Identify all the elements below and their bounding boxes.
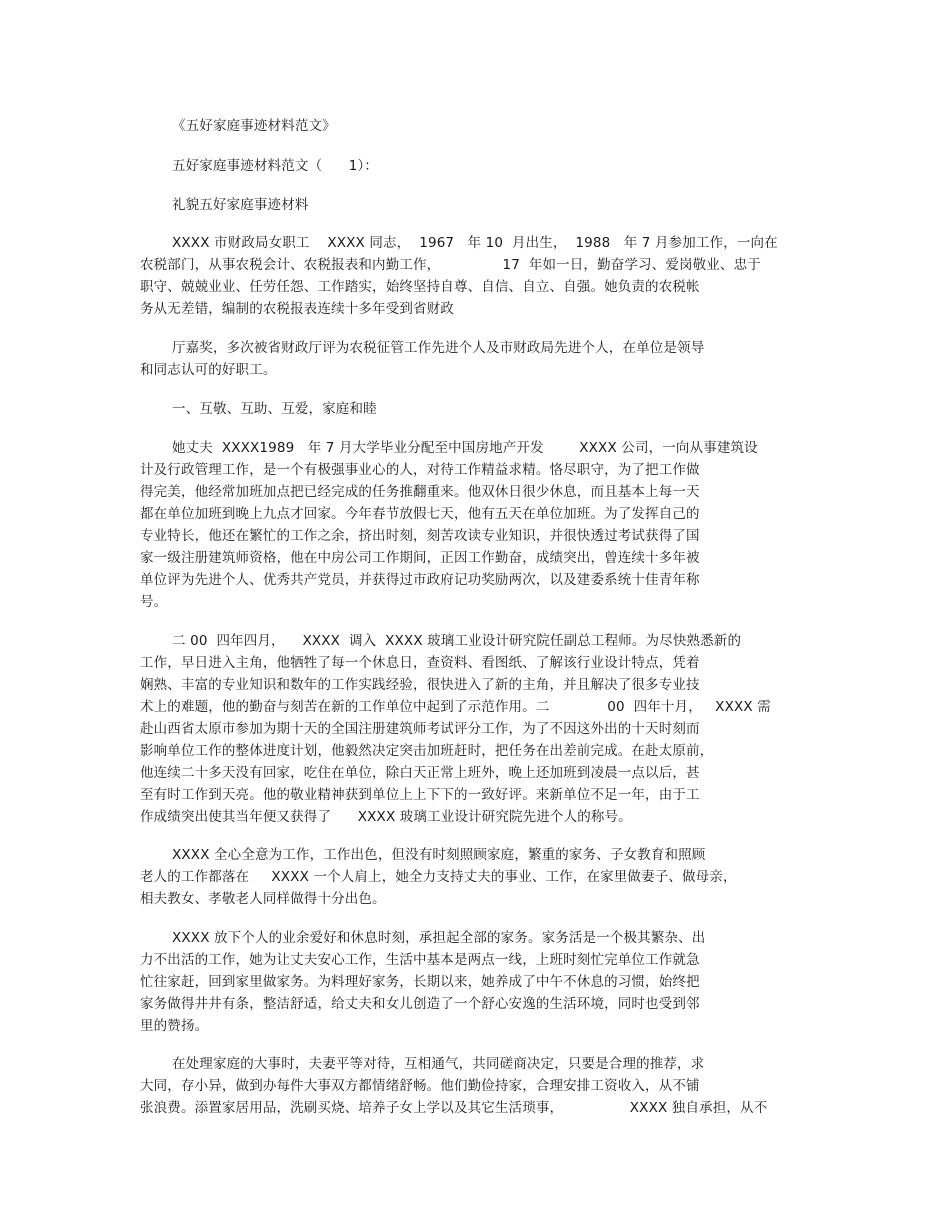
text-line: 二 00 四年四月， XXXX 调入 XXXX 玻璃工业设计研究院任副总工程师。为尽快熟悉新的 (172, 633, 742, 649)
text-line: 张浪费。添置家居用品，洗刷买烧、培养子女上学以及其它生活琐事， XXXX 独自承担，从不 (140, 1100, 768, 1116)
text-line: 赴山西省太原市参加为期十天的全国注册建筑师考试评分工作，为了不因这外出的十天时刻而 (140, 721, 700, 737)
text-line: XXXX 放下个人的业余爱好和休息时刻，承担起全部的家务。家务活是一个极其繁杂、出 (172, 930, 706, 946)
document-title: 《五好家庭事迹材料范文》 (172, 118, 336, 134)
text-line: 单位评为先进个人、优秀共产党员，并获得过市政府记功奖励两次，以及建委系统十佳青年称 (140, 572, 700, 588)
text-line: 至有时工作到天亮。他的敬业精神获到单位上上下下的一致好评。来新单位不足一年，由于工 (140, 787, 700, 803)
text-line: 娴熟、丰富的专业知识和数年的工作实践经验，很快进入了新的主角，并且解决了很多专业技 (140, 677, 700, 693)
section-heading: 一、互敬、互助、互爱，家庭和睦 (172, 401, 377, 417)
text-line: 老人的工作都落在 XXXX 一个人肩上，她全力支持丈夫的事业、工作，在家里做妻子、做母亲， (140, 869, 737, 885)
text-line: 在处理家庭的大事时，夫妻平等对待，互相通气，共同磋商决定，只要是合理的推荐，求 (172, 1056, 705, 1072)
text-line: 她丈夫 XXXX1989 年 7 月大学毕业分配至中国房地产开发 XXXX 公司，一向从事建筑设 (172, 440, 758, 456)
text-line: 家一级注册建筑师资格，他在中房公司工作期间，正因工作勤奋，成绩突出，曾连续十多年被 (140, 550, 700, 566)
document-subtitle: 五好家庭事迹材料范文（ 1）： (172, 158, 379, 174)
text-line: 影响单位工作的整体进度计划，他毅然决定突击加班赶时，把任务在出差前完成。在赴太原前， (140, 743, 714, 759)
text-line: 里的赞扬。 (140, 1018, 209, 1034)
text-line: 他连续二十多天没有回家，吃住在单位，除白天正常上班外，晚上还加班到凌晨一点以后，甚 (140, 765, 700, 781)
text-line: XXXX 全心全意为工作，工作出色，但没有时刻照顾家庭，繁重的家务、子女教育和照顾 (172, 847, 706, 863)
text-line: 农税部门，从事农税会计、农税报表和内勤工作， 17 年如一日，勤奋学习、爱岗敬业、忠于 (140, 257, 761, 273)
text-line: 务从无差错，编制的农税报表连续十多年受到省财政 (140, 301, 454, 317)
text-line: 专业特长，他还在繁忙的工作之余，挤出时刻，刻苦攻读专业知识，并很快透过考试获得了国 (140, 528, 700, 544)
text-line: 术上的难题，他的勤奋与刻苦在新的工作单位中起到了示范作用。二 00 四年十月， XXXX 需 (140, 699, 771, 715)
text-line: 得完美，他经常加班加点把已经完成的任务推翻重来。他双休日很少休息，而且基本上每一天 (140, 484, 700, 500)
text-line: 职守、兢兢业业、任劳任怨、工作踏实，始终坚持自尊、自信、自立、自强。她负责的农税帐 (140, 279, 700, 295)
text-line: 工作，早日进入主角，他牺牲了每一个休息日，查资料、看图纸、了解该行业设计特点，凭着 (140, 655, 700, 671)
text-line: 力不出活的工作，她为让丈夫安心工作，生活中基本是两点一线，上班时刻忙完单位工作就急 (140, 952, 700, 968)
text-line: 都在单位加班到晚上九点才回家。今年春节放假七天，他有五天在单位加班。为了发挥自己的 (140, 506, 700, 522)
text-line: 号。 (140, 594, 168, 610)
text-line: 计及行政管理工作，是一个有极强事业心的人，对待工作精益求精。恪尽职守，为了把工作做 (140, 462, 700, 478)
text-line: 厅嘉奖，多次被省财政厅评为农税征管工作先进个人及市财政局先进个人，在单位是领导 (172, 340, 705, 356)
document-heading: 礼貌五好家庭事迹材料 (172, 197, 309, 213)
text-line: 作成绩突出使其当年便又获得了 XXXX 玻璃工业设计研究院先进个人的称号。 (140, 809, 632, 825)
text-line: XXXX 市财政局女职工 XXXX 同志， 1967 年 10 月出生， 1988 年 7 月参加工作，一向在 (172, 235, 778, 251)
text-line: 大同，存小异，做到办每件大事双方都情绪舒畅。他们勤俭持家，合理安排工资收入，从不铺 (140, 1078, 700, 1094)
text-line: 忙往家赶，回到家里做家务。为料理好家务，长期以来，她养成了中午不休息的习惯，始终把 (140, 974, 700, 990)
text-line: 相夫教女、孝敬老人同样做得十分出色。 (140, 891, 386, 907)
text-line: 和同志认可的好职工。 (140, 362, 277, 378)
text-line: 家务做得井井有条，整洁舒适，给丈夫和女儿创造了一个舒心安逸的生活环境，同时也受到邻 (140, 996, 700, 1012)
